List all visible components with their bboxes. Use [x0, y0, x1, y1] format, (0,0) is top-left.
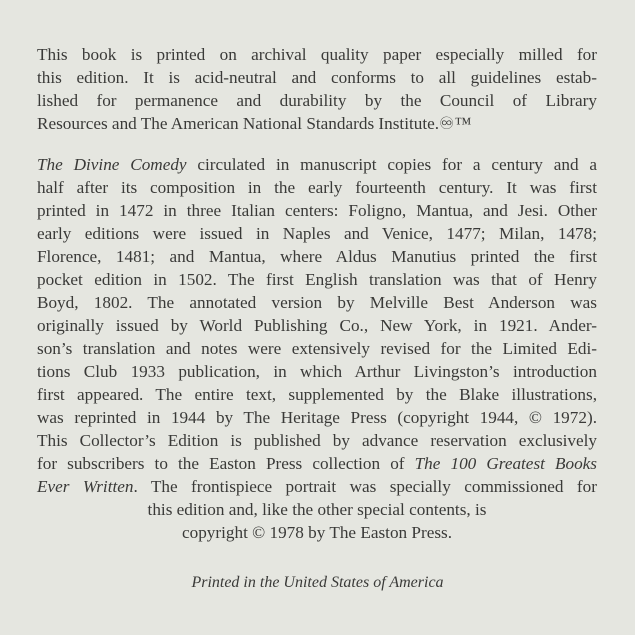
text-line — [37, 291, 597, 314]
text-segment: for subscribers to the Easton Press collection of — [37, 454, 415, 473]
text-line — [37, 314, 597, 337]
text-line — [37, 498, 597, 521]
text-segment: originally issued by World Publishing Co., New York, in 1921. Ander- — [37, 316, 597, 335]
text-segment: early editions were issued in Naples and Venice, 1477; Milan, 1478; — [37, 224, 597, 243]
edition-history-paragraph — [37, 153, 597, 544]
text-segment: half after its composition in the early fourteenth century. It was first — [37, 178, 597, 197]
printed-in-footer: Printed in the United States of America — [191, 574, 444, 591]
text-segment: circulated in manuscript copies for a century and a — [186, 155, 597, 174]
text-line — [37, 89, 597, 112]
italic-title: The Divine Comedy — [37, 155, 187, 174]
text-segment: tions Club 1933 publication, in which Arthur Livingston’s introduction — [37, 362, 597, 381]
text-line — [37, 360, 597, 383]
text-line — [37, 222, 597, 245]
text-line — [37, 452, 597, 475]
text-segment: this edition and, like the other special contents, is — [147, 500, 487, 519]
text-segment: Florence, 1481; and Mantua, where Aldus Manutius printed the first — [37, 247, 597, 266]
text-line — [37, 268, 597, 291]
archival-paper-notice — [37, 43, 597, 135]
text-line — [37, 429, 597, 452]
text-segment: first appeared. The entire text, supplemented by the Blake illustrations, — [37, 385, 597, 404]
text-segment: Boyd, 1802. The annotated version by Melville Best Anderson was — [37, 293, 597, 312]
text-segment: This book is printed on archival quality paper especially milled for — [37, 45, 597, 64]
text-segment: pocket edition in 1502. The first English translation was that of Henry — [37, 270, 597, 289]
text-segment: printed in 1472 in three Italian centers: Foligno, Mantua, and Jesi. Other — [37, 201, 597, 220]
italic-title: The 100 Greatest Books — [414, 454, 597, 473]
text-line — [37, 337, 597, 360]
text-line — [37, 43, 597, 66]
text-line — [37, 521, 597, 544]
text-line — [37, 406, 597, 429]
text-segment: copyright © 1978 by The Easton Press. — [181, 523, 453, 542]
italic-title: Ever Written — [37, 477, 134, 496]
text-segment: . The frontispiece portrait was specially commissioned for — [133, 477, 597, 496]
text-line — [37, 66, 597, 89]
text-line — [37, 245, 597, 268]
text-line — [37, 475, 597, 498]
text-segment: This Collector’s Edition is published by advance reservation exclusively — [37, 431, 597, 450]
text-line — [37, 153, 597, 176]
text-line — [37, 199, 597, 222]
text-segment: Resources and The American National Standards Institute.♾™ — [37, 114, 472, 133]
text-segment: lished for permanence and durability by the Council of Library — [37, 91, 597, 110]
text-segment: this edition. It is acid-neutral and conforms to all guidelines estab- — [37, 68, 597, 87]
text-segment: was reprinted in 1944 by The Heritage Press (copyright 1944, © 1972). — [37, 408, 597, 427]
text-line — [37, 176, 597, 199]
text-line — [37, 383, 597, 406]
text-line — [37, 112, 597, 135]
text-segment: son’s translation and notes were extensively revised for the Limited Edi- — [37, 339, 597, 358]
